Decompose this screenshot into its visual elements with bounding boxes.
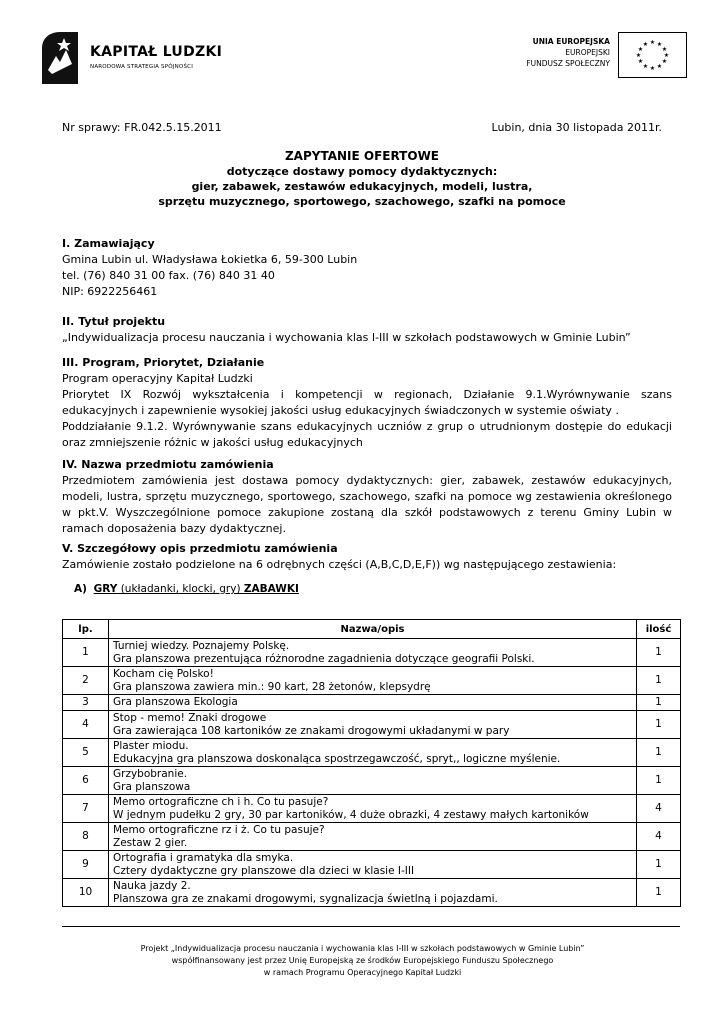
row-desc <box>109 879 637 907</box>
section-heading: IV. Nazwa przedmiotu zamówienia <box>62 458 274 471</box>
address-line: Gmina Lubin ul. Władysława Łokietka 6, 59-300 Lubin <box>62 253 358 266</box>
row-lp: 8 <box>63 823 109 851</box>
table-header-row <box>63 620 681 639</box>
row-desc-line1: Kocham cię Polsko! <box>113 667 214 680</box>
svg-text:★: ★ <box>663 52 670 59</box>
row-desc-line2: Planszowa gra ze znakami drogowymi, sygnalizacja świetlną i pojazdami. <box>113 892 498 905</box>
col-name: Nazwa/opis <box>109 620 637 639</box>
col-lp: lp. <box>63 620 109 639</box>
row-desc-line1: Grzybobranie. <box>113 767 188 780</box>
row-lp: 7 <box>63 795 109 823</box>
row-lp: 5 <box>63 739 109 767</box>
row-desc-line1: Stop - memo! Znaki drogowe <box>113 711 267 724</box>
footer-line2: współfinansowany jest przez Unię Europejską ze środków Europejskiego Funduszu Społecznego <box>171 956 554 965</box>
svg-text:★: ★ <box>642 63 649 70</box>
section-detailed-description <box>62 541 672 573</box>
row-desc-line1: Memo ortograficzne ch i h. Co tu pasuje? <box>113 795 329 808</box>
footer-divider <box>62 926 680 927</box>
row-desc-line1: Nauka jazdy 2. <box>113 879 191 892</box>
case-number: Nr sprawy: FR.042.5.15.2011 <box>62 121 222 134</box>
table-row <box>63 639 681 667</box>
row-desc <box>109 767 637 795</box>
footer-line3: w ramach Programu Operacyjnego Kapitał Ludzki <box>263 968 462 977</box>
table-row <box>63 739 681 767</box>
subtitle-line2: gier, zabawek, zestawów edukacyjnych, modeli, lustra, <box>191 180 533 193</box>
row-desc <box>109 711 637 739</box>
row-desc-line2: Zestaw 2 gier. <box>113 836 188 849</box>
section-contracting-authority <box>62 236 672 300</box>
table-row <box>63 795 681 823</box>
row-lp: 9 <box>63 851 109 879</box>
program-line: Program operacyjny Kapitał Ludzki <box>62 372 253 385</box>
kapital-ludzki-logo-icon <box>40 30 80 84</box>
row-desc-line1: Plaster miodu. <box>113 739 189 752</box>
part-a-middle: (układanki, klocki, gry) <box>117 583 244 595</box>
row-desc <box>109 851 637 879</box>
row-desc <box>109 695 637 711</box>
subtitle-line1: dotyczące dostawy pomocy dydaktycznych: <box>226 165 498 178</box>
row-qty: 1 <box>637 695 681 711</box>
document-subtitle <box>62 164 662 209</box>
items-table <box>62 619 681 907</box>
row-desc-line2: Gra planszowa <box>113 780 191 793</box>
row-desc-line2: Cztery dydaktyczne gry planszowe dla dzieci w klasie I-III <box>113 864 415 877</box>
row-qty: 1 <box>637 767 681 795</box>
section-program <box>62 355 672 451</box>
document-date: Lubin, dnia 30 listopada 2011r. <box>491 121 662 134</box>
row-qty: 4 <box>637 795 681 823</box>
row-desc-line2: Gra zawierająca 108 kartoników ze znakami drogowymi układanymi w pary <box>113 724 510 737</box>
section-project-title <box>62 314 672 346</box>
row-lp: 1 <box>63 639 109 667</box>
row-desc-line1: Gra planszowa Ekologia <box>113 696 238 708</box>
svg-text:★: ★ <box>635 52 642 59</box>
part-a-label: A) <box>74 583 87 595</box>
row-desc <box>109 739 637 767</box>
svg-text:★: ★ <box>649 65 656 72</box>
row-lp: 10 <box>63 879 109 907</box>
eu-line3: FUNDUSZ SPOŁECZNY <box>526 59 610 68</box>
svg-text:★: ★ <box>649 39 656 46</box>
table-row <box>63 767 681 795</box>
project-title: „Indywidualizacja procesu nauczania i wychowania klas I-III w szkołach podstawowych w Gminie Lubin” <box>62 331 631 344</box>
section-heading: III. Program, Priorytet, Działanie <box>62 356 265 369</box>
table-row <box>63 823 681 851</box>
part-a-toys: ZABAWKI <box>243 583 299 595</box>
footer-line1: Projekt „Indywidualizacja procesu nauczania i wychowania klas I-III w szkołach podstawowych w Gminie Lubin” <box>140 944 585 953</box>
row-qty: 1 <box>637 739 681 767</box>
row-desc-line1: Turniej wiedzy. Poznajemy Polskę. <box>113 639 290 652</box>
row-desc <box>109 823 637 851</box>
svg-text:★: ★ <box>656 63 663 70</box>
row-qty: 1 <box>637 639 681 667</box>
row-qty: 1 <box>637 851 681 879</box>
table-row <box>63 667 681 695</box>
section-heading: II. Tytuł projektu <box>62 315 166 328</box>
eu-line1: UNIA EUROPEJSKA <box>532 37 610 46</box>
section-heading: I. Zamawiający <box>62 237 155 250</box>
subaction-paragraph: Poddziałanie 9.1.2. Wyrównywanie szans edukacyjnych uczniów z grup o utrudnionym dostępie do edukacji oraz zmniejszenie różnic w jakości usług edukacyjnych <box>62 420 672 449</box>
section-heading: V. Szczegółowy opis przedmiotu zamówienia <box>62 542 338 555</box>
row-qty: 1 <box>637 711 681 739</box>
section-subject-name <box>62 457 672 537</box>
row-desc-line1: Ortografia i gramatyka dla smyka. <box>113 851 294 864</box>
nip-line: NIP: 6922256461 <box>62 285 158 298</box>
svg-text:★: ★ <box>637 58 644 65</box>
table-row <box>63 695 681 711</box>
page-footer <box>40 943 685 979</box>
eu-label <box>470 36 610 69</box>
row-lp: 4 <box>63 711 109 739</box>
row-lp: 6 <box>63 767 109 795</box>
row-qty: 1 <box>637 667 681 695</box>
part-a-games: GRY <box>93 583 118 595</box>
eu-line2: EUROPEJSKI <box>565 48 610 57</box>
logo-title: KAPITAŁ LUDZKI <box>90 44 223 60</box>
subject-paragraph: Przedmiotem zamówienia jest dostawa pomocy dydaktycznych: gier, zabawek, zestawów edukacyjnych, modeli, lustra, sprzętu muzycznego, sportowego, szachowego, szafki na pomoce wg zestawienia określonego w pkt.V. Wyszczególnione pomoce zakupione zostaną dla szkół podstawowych z terenu Gminy Lubin w ramach doposażenia bazy dydaktycznej. <box>62 474 672 535</box>
row-desc-line2: Edukacyjna gra planszowa doskonaląca spostrzegawczość, spryt,, logiczne myślenie. <box>113 752 561 765</box>
row-desc-line2: Gra planszowa zawiera min.: 90 kart, 28 żetonów, klepsydrę <box>113 680 431 693</box>
svg-text:★: ★ <box>637 46 644 53</box>
svg-text:★: ★ <box>656 41 663 48</box>
row-desc <box>109 795 637 823</box>
part-a-heading <box>74 583 299 595</box>
col-qty: ilość <box>637 620 681 639</box>
subtitle-line3: sprzętu muzycznego, sportowego, szachowego, szafki na pomoce <box>158 195 566 208</box>
table-row <box>63 711 681 739</box>
logo-subtitle: NARODOWA STRATEGIA SPÓJNOŚCI <box>90 64 194 70</box>
row-desc-line2: Gra planszowa prezentująca różnorodne zagadnienia dotyczące geografii Polski. <box>113 652 535 665</box>
phone-fax-line: tel. (76) 840 31 00 fax. (76) 840 31 40 <box>62 269 275 282</box>
row-desc-line1: Memo ortograficzne rz i ż. Co tu pasuje? <box>113 823 325 836</box>
table-row <box>63 879 681 907</box>
document-title: ZAPYTANIE OFERTOWE <box>284 149 439 163</box>
row-qty: 1 <box>637 879 681 907</box>
svg-text:★: ★ <box>642 41 649 48</box>
eu-flag-icon <box>618 32 687 78</box>
row-desc <box>109 667 637 695</box>
row-desc <box>109 639 637 667</box>
parts-line: Zamówienie zostało podzielone na 6 odrębnych części (A,B,C,D,E,F)) wg następującego zestawienia: <box>62 558 617 571</box>
row-lp: 3 <box>63 695 109 711</box>
svg-text:★: ★ <box>661 46 668 53</box>
svg-text:★: ★ <box>661 58 668 65</box>
table-row <box>63 851 681 879</box>
row-desc-line2: W jednym pudełku 2 gry, 30 par kartoników, 4 duże obrazki, 4 zestawy małych kartoników <box>113 808 589 821</box>
priority-paragraph: Priorytet IX Rozwój wykształcenia i kompetencji w regionach, Działanie 9.1.Wyrównywanie szans edukacyjnych i zapewnienie wysokiej jakości usług edukacyjnych świadczonych w systemie oświaty . <box>62 388 672 417</box>
row-qty: 4 <box>637 823 681 851</box>
row-lp: 2 <box>63 667 109 695</box>
